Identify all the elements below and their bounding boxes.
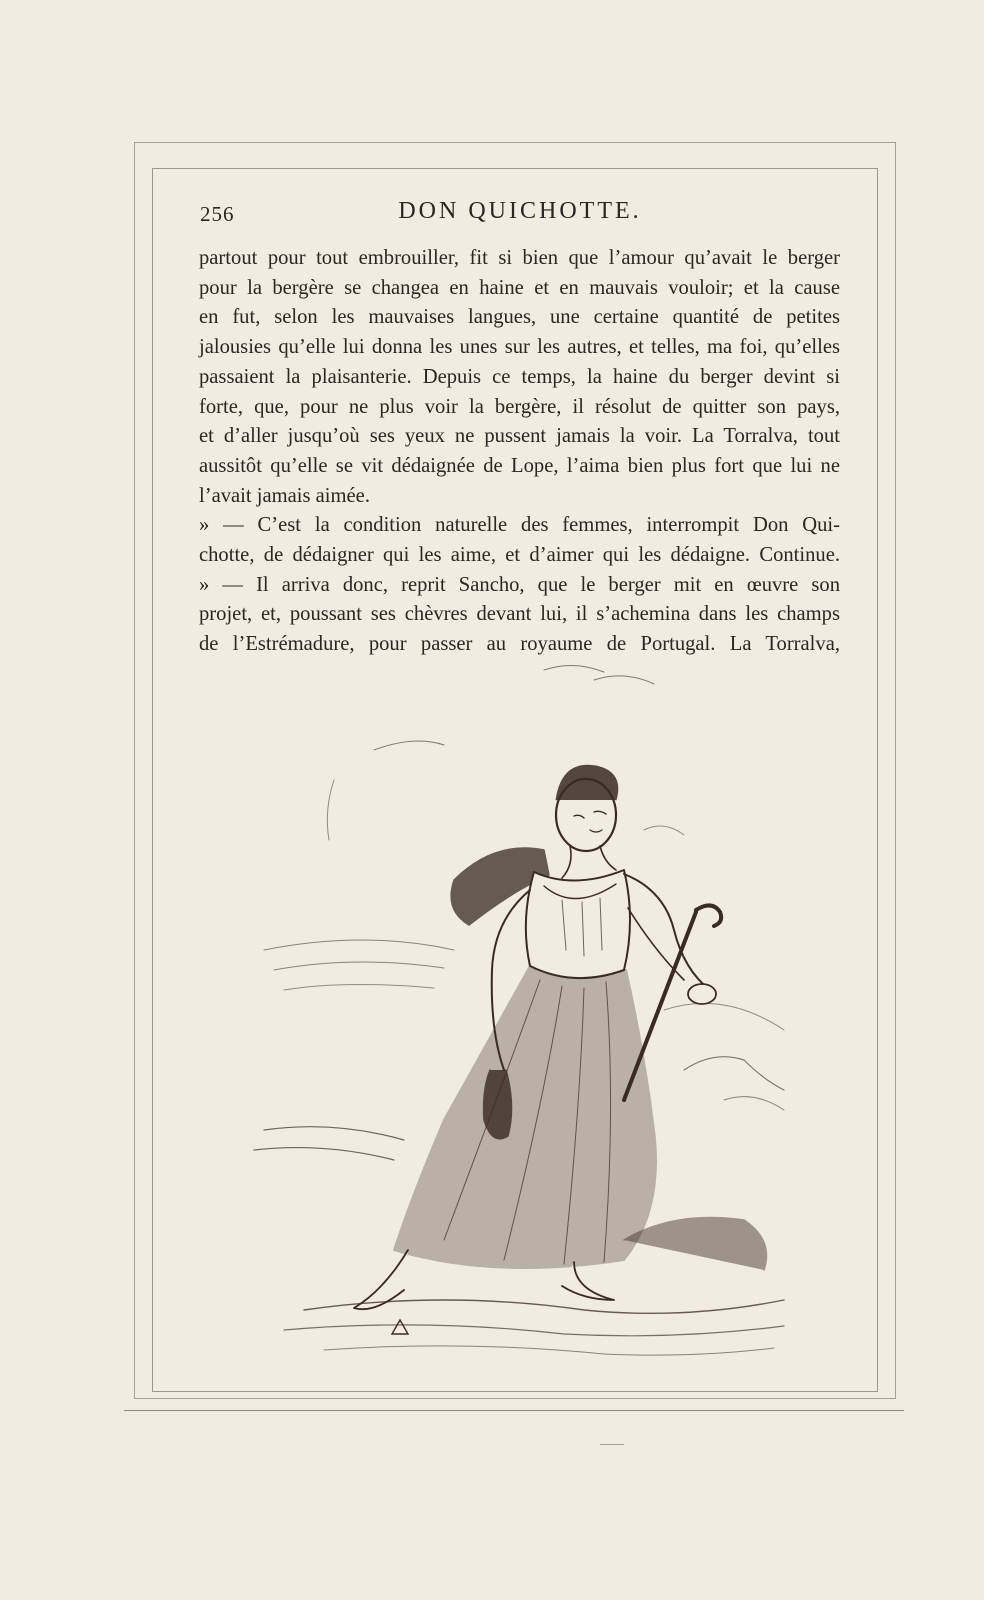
text-line: et d’aller jusqu’où ses yeux ne pussent jamais la voir. La Torralva, tout <box>199 425 840 448</box>
text-line: en fut, selon les mauvaises langues, une certaine quantité de petites <box>199 306 840 329</box>
page-header <box>200 198 840 232</box>
running-title: DON QUICHOTTE. <box>398 198 642 224</box>
text-line: chotte, de dédaigner qui les aime, et d’aimer qui les dédaigne. Continue. <box>199 544 840 567</box>
text-line: » — C’est la condition naturelle des femmes, interrompit Don Qui- <box>199 514 840 537</box>
text-line: partout pour tout embrouiller, fit si bien que l’amour qu’avait le berger <box>199 247 840 269</box>
bottom-mark <box>600 1444 624 1445</box>
engraver-monogram-icon <box>392 1320 408 1334</box>
text-line: » — Il arriva donc, reprit Sancho, que le berger mit en œuvre son <box>199 573 840 596</box>
text-line: jalousies qu’elle lui donna les unes sur les autres, et telles, ma foi, qu’elles <box>199 336 840 359</box>
text-line: aussitôt qu’elle se vit dédaignée de Lope, l’aima bien plus fort que lui ne <box>199 454 840 477</box>
body-text <box>199 244 840 660</box>
text-line: pour la bergère se changea en haine et en mauvais vouloir; et la cause <box>199 276 840 299</box>
text-line: passaient la plaisanterie. Depuis ce temps, la haine du berger devint si <box>199 365 840 388</box>
engraving <box>244 650 804 1380</box>
text-line: l’avait jamais aimée. <box>199 484 370 507</box>
shepherdess-illustration <box>244 650 804 1380</box>
text-line: forte, que, pour ne plus voir la bergère, il résolut de quitter son pays, <box>199 395 840 418</box>
page-number: 256 <box>200 202 235 226</box>
bottom-rule <box>124 1410 904 1411</box>
text-line: de l’Estrémadure, pour passer au royaume de Portugal. La Torralva, <box>199 633 840 656</box>
text-line: projet, et, poussant ses chèvres devant lui, il s’achemina dans les champs <box>199 603 840 626</box>
